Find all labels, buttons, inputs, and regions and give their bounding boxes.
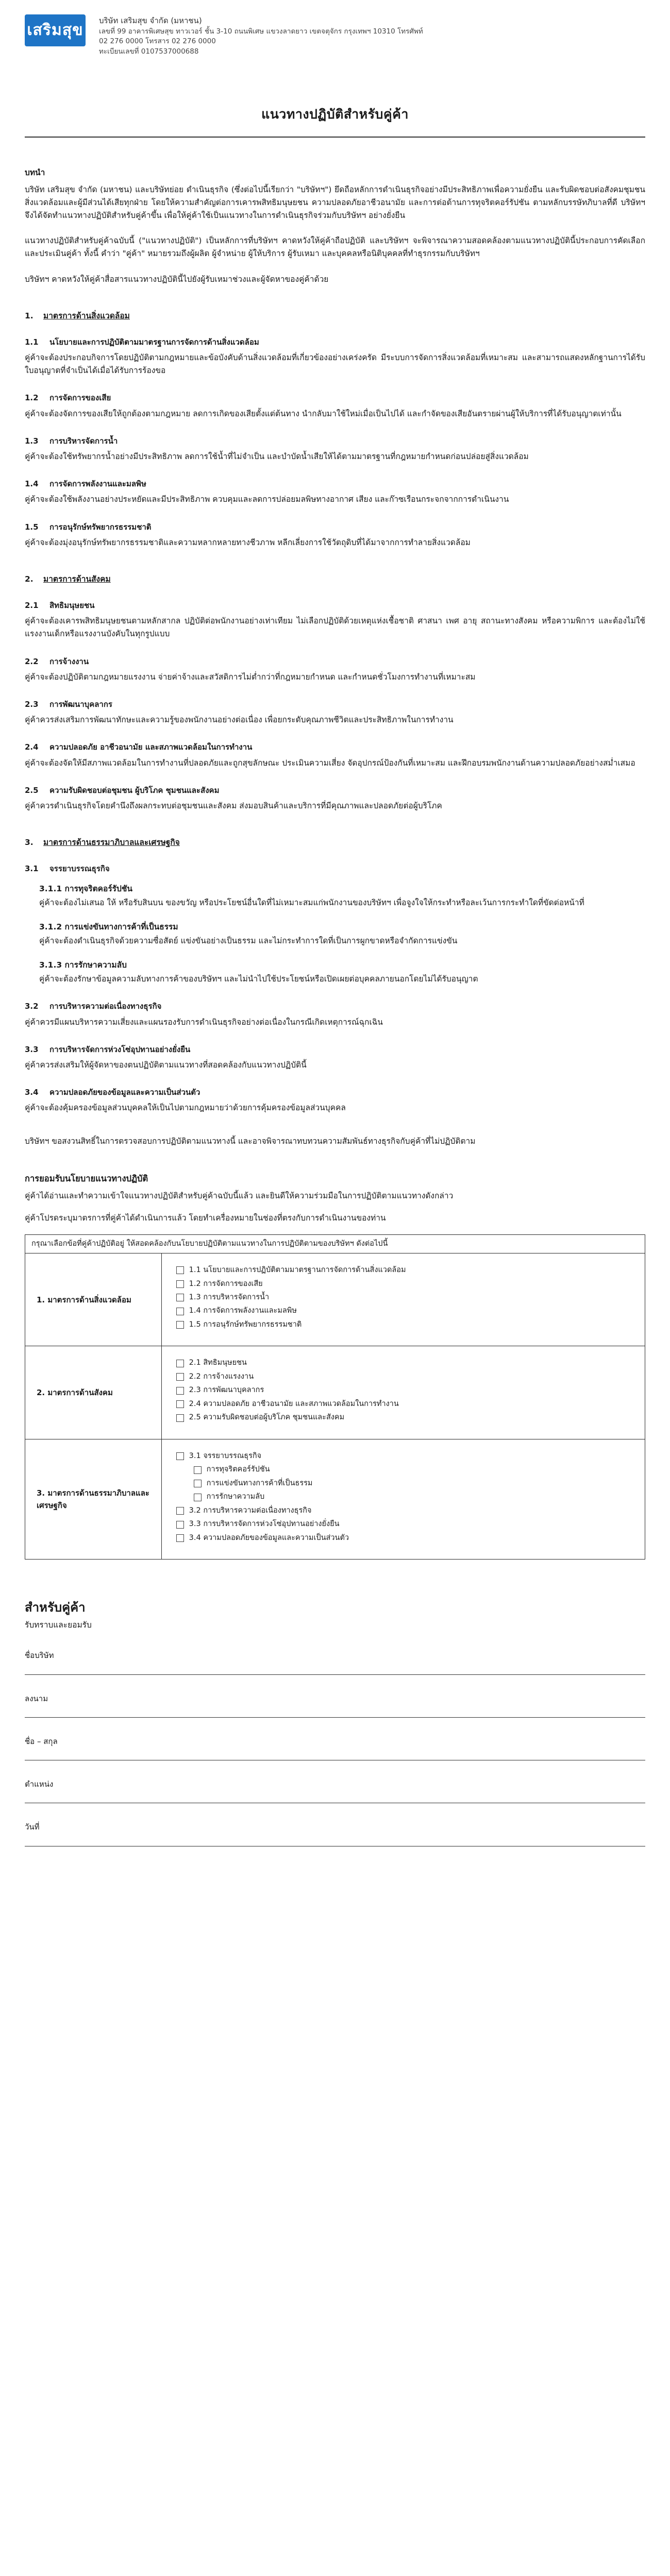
option-checkbox[interactable] [176, 1412, 630, 1423]
item-text: คู่ค้าจะต้องคุ้มครองข้อมูลส่วนบุคคลให้เป็นไปตามกฎหมายว่าด้วยการคุ้มครองข้อมูลส่วนบุคคล [25, 1103, 346, 1113]
option-label: 1.4 การจัดการพลังงานและมลพิษ [189, 1307, 297, 1315]
item-number: 3.3 [25, 1044, 39, 1054]
option-label: 3.4 ความปลอดภัยของข้อมูลและความเป็นส่วนตัว [189, 1533, 349, 1542]
item-title: การอนุรักษ์ทรัพยากรธรรมชาติ [49, 522, 152, 532]
option-label: 1.3 การบริหารจัดการน้ำ [189, 1293, 270, 1301]
intro-heading: บทนำ [25, 167, 45, 177]
checkbox-icon[interactable] [176, 1308, 184, 1315]
policy-item [25, 698, 645, 726]
item-text: คู่ค้าควรส่งเสริมให้ผู้จัดหาของตนปฏิบัติตามแนวทางที่สอดคล้องกับแนวทางปฏิบัตินี้ [25, 1060, 307, 1070]
field-label: ชื่อ – สกุล [25, 1736, 58, 1746]
signature-field[interactable] [25, 1692, 645, 1718]
subitem-number: 3.1.2 [39, 922, 62, 931]
date-field[interactable] [25, 1821, 645, 1846]
section-title: มาตรการด้านธรรมาภิบาลและเศรษฐกิจ [43, 838, 180, 848]
company-name-field[interactable] [25, 1649, 645, 1674]
section-number: 3. [25, 838, 34, 848]
item-title: นโยบายและการปฏิบัติตามมาตรฐานการจัดการด้านสิ่งแวดล้อม [49, 337, 259, 347]
item-number: 2.4 [25, 742, 39, 752]
option-checkbox[interactable] [176, 1371, 630, 1383]
item-number: 1.3 [25, 436, 39, 446]
table-row [25, 1439, 645, 1559]
checkbox-icon[interactable] [176, 1507, 184, 1515]
checkbox-icon[interactable] [194, 1480, 202, 1487]
option-label: 2.2 การจ้างแรงงาน [189, 1372, 254, 1381]
form-title: สำหรับคู่ค้า [25, 1600, 86, 1615]
option-checkbox[interactable] [194, 1478, 630, 1489]
checkbox-icon[interactable] [176, 1400, 184, 1408]
table-row [25, 1346, 645, 1439]
intro-paragraph: บริษัทฯ คาดหวังให้คู่ค้าสื่อสารแนวทางปฏิบัตินี้ไปยังผู้รับเหมาช่วงและผู้จัดหาของคู่ค้าด้วย [25, 274, 329, 284]
item-number: 1.2 [25, 393, 39, 403]
item-text: คู่ค้าจะต้องปฏิบัติตามกฎหมายแรงงาน จ่ายค่าจ้างและสวัสดิการไม่ต่ำกว่าที่กฎหมายกำหนด และกำหนดชั่วโมงการทำงานที่เหมาะสม [25, 672, 476, 682]
option-label: 2.3 การพัฒนาบุคลากร [189, 1386, 264, 1395]
item-title: ความปลอดภัยของข้อมูลและความเป็นส่วนตัว [49, 1088, 200, 1097]
checkbox-list [161, 1439, 645, 1559]
policy-subitem [39, 921, 645, 947]
option-label: 2.1 สิทธิมนุษยชน [189, 1359, 247, 1367]
closing-paragraph: บริษัทฯ ขอสงวนสิทธิ์ในการตรวจสอบการปฏิบัติตามแนวทางนี้ และอาจพิจารณาทบทวนความสัมพันธ์ทางธุรกิจกับคู่ค้าที่ไม่ปฏิบัติตาม [25, 1137, 476, 1146]
item-title: การบริหารจัดการน้ำ [49, 436, 118, 446]
company-info [99, 14, 429, 57]
intro-section [25, 166, 645, 286]
subitem-title: การทุจริตคอร์รัปชัน [64, 884, 132, 893]
option-checkbox[interactable] [176, 1384, 630, 1396]
option-checkbox[interactable] [176, 1264, 630, 1276]
table-row [25, 1253, 645, 1346]
item-number: 3.1 [25, 864, 39, 874]
item-title: การบริหารความต่อเนื่องทางธุรกิจ [49, 1002, 162, 1011]
option-checkbox[interactable] [176, 1292, 630, 1303]
position-field[interactable] [25, 1778, 645, 1803]
item-title: การจ้างงาน [49, 656, 89, 666]
full-name-field[interactable] [25, 1735, 645, 1760]
item-number: 3.4 [25, 1088, 39, 1097]
item-text: คู่ค้าจะต้องประกอบกิจการโดยปฏิบัติตามกฎหมายและข้อบังคับด้านสิ่งแวดล้อมที่เกี่ยวข้องอย่างเคร่งครัด มีระบบการจัดการสิ่งแวดล้อมที่เหมาะสม และสามารถแสดงหลักฐานการได้รับใบอนุญาตที่จำเป็นได้เมื่อได้รับการร้องขอ [25, 353, 645, 376]
acceptance-paragraph: คู่ค้าโปรดระบุมาตรการที่คู่ค้าได้ดำเนินการแล้ว โดยทำเครื่องหมายในช่องที่ตรงกับการดำเนินงานของท่าน [25, 1213, 386, 1223]
subitem-text: คู่ค้าจะต้องรักษาข้อมูลความลับทางการค้าของบริษัทฯ และไม่นำไปใช้ประโยชน์หรือเปิดเผยต่อบุคคลภายนอกโดยไม่ได้รับอนุญาต [39, 974, 478, 984]
acceptance-section [25, 1172, 645, 1225]
field-label: วันที่ [25, 1822, 40, 1832]
section-title: มาตรการด้านสิ่งแวดล้อม [43, 311, 130, 320]
policy-item [25, 862, 645, 986]
section-governance [25, 836, 645, 1114]
fill-line[interactable] [25, 1794, 645, 1803]
table-header: กรุณาเลือกข้อที่คู่ค้าปฏิบัติอยู่ ให้สอดคล้องกับนโยบายปฏิบัติตามแนวทางในการปฏิบัติตามของบริษัทฯ ดังต่อไปนี้ [25, 1234, 645, 1253]
policy-item [25, 336, 645, 378]
subitem-text: คู่ค้าจะต้องดำเนินธุรกิจด้วยความซื่อสัตย์ แข่งขันอย่างเป็นธรรม และไม่กระทำการใดที่เป็นการผูกขาดหรือจำกัดการแข่งขัน [39, 936, 458, 945]
option-checkbox[interactable] [176, 1532, 630, 1544]
option-label: 2.5 ความรับผิดชอบต่อผู้บริโภค ชุมชนและสังคม [189, 1413, 345, 1422]
checkbox-icon[interactable] [176, 1266, 184, 1274]
item-title: การพัฒนาบุคลากร [49, 699, 112, 709]
section-number: 1. [25, 311, 34, 320]
item-number: 2.5 [25, 785, 39, 795]
fill-line[interactable] [25, 1709, 645, 1718]
row-label: 2. มาตรการด้านสังคม [25, 1346, 162, 1439]
policy-item [25, 478, 645, 506]
policy-item [25, 741, 645, 769]
section-heading [25, 573, 645, 586]
item-number: 1.1 [25, 337, 39, 347]
option-label: 3.3 การบริหารจัดการห่วงโซ่อุปทานอย่างยั่งยืน [189, 1520, 340, 1529]
option-checkbox[interactable] [176, 1278, 630, 1290]
section-social [25, 573, 645, 812]
checkbox-icon[interactable] [194, 1466, 202, 1474]
letterhead [25, 14, 645, 57]
checkbox-icon[interactable] [176, 1360, 184, 1367]
option-checkbox[interactable] [176, 1450, 630, 1462]
option-checkbox[interactable] [176, 1518, 630, 1530]
item-number: 1.5 [25, 522, 39, 532]
checkbox-icon[interactable] [194, 1494, 202, 1501]
policy-item [25, 392, 645, 420]
item-title: การบริหารจัดการห่วงโซ่อุปทานอย่างยั่งยืน [49, 1044, 191, 1054]
policy-item [25, 1043, 645, 1072]
item-text: คู่ค้าควรส่งเสริมการพัฒนาทักษะและความรู้ของพนักงานอย่างต่อเนื่อง เพื่อยกระดับคุณภาพชีวิตและประสิทธิภาพในการทำงาน [25, 715, 454, 725]
field-label: ตำแหน่ง [25, 1780, 54, 1789]
policy-item [25, 1000, 645, 1028]
checkbox-list [161, 1346, 645, 1439]
fill-line[interactable] [25, 1752, 645, 1760]
option-checkbox[interactable] [194, 1491, 630, 1503]
form-subtitle: รับทราบและยอมรับ [25, 1620, 92, 1630]
fill-line[interactable] [25, 1838, 645, 1846]
section-environment [25, 310, 645, 549]
page-title: แนวทางปฏิบัติสำหรับคู่ค้า [261, 107, 409, 122]
section-heading [25, 836, 645, 849]
policy-item [25, 435, 645, 463]
item-text: คู่ค้าจะต้องเคารพสิทธิมนุษยชนตามหลักสากล ปฏิบัติต่อพนักงานอย่างเท่าเทียม ไม่เลือกปฏิบัติด้วยเหตุแห่งเชื้อชาติ ศาสนา เพศ อายุ สถานะทางสังคม หรือความพิการ และต้องไม่ใช้แรงงานเด็กหรือแรงงานบังคับในทุกรูปแบบ [25, 616, 645, 639]
policy-item [25, 784, 645, 812]
item-number: 3.2 [25, 1002, 39, 1011]
subitem-text: คู่ค้าจะต้องไม่เสนอ ให้ หรือรับสินบน ของขวัญ หรือประโยชน์อื่นใดที่ไม่เหมาะสมแก่พนักงานของบริษัทฯ เพื่อจูงใจให้กระทำหรือละเว้นการกระทำใดที่ขัดต่อหน้าที่ [39, 897, 584, 907]
item-text: คู่ค้าจะต้องจัดการของเสียให้ถูกต้องตามกฎหมาย ลดการเกิดของเสียตั้งแต่ต้นทาง นำกลับมาใช้ใหม่เมื่อเป็นไปได้ และกำจัดของเสียอันตรายผ่านผู้ให้บริการที่ได้รับอนุญาตเท่านั้น [25, 409, 622, 418]
policy-subitem [39, 883, 645, 909]
section-number: 2. [25, 574, 34, 584]
subitem-number: 3.1.1 [39, 884, 62, 893]
item-text: คู่ค้าจะต้องจัดให้มีสภาพแวดล้อมในการทำงานที่ปลอดภัยและถูกสุขลักษณะ ประเมินความเสี่ยง จัดอุปกรณ์ป้องกันที่เหมาะสม และฝึกอบรมพนักงานด้านความปลอดภัยอย่างสม่ำเสมอ [25, 758, 635, 768]
subitem-title: การแข่งขันทางการค้าที่เป็นธรรม [64, 922, 178, 931]
policy-item [25, 521, 645, 549]
item-title: สิทธิมนุษยชน [49, 601, 95, 611]
row-label: 3. มาตรการด้านธรรมาภิบาลและเศรษฐกิจ [25, 1439, 162, 1559]
section-title: มาตรการด้านสังคม [43, 574, 111, 584]
subitem-title: การรักษาความลับ [64, 960, 127, 970]
checkbox-icon[interactable] [176, 1534, 184, 1542]
policy-item [25, 599, 645, 641]
checkbox-icon[interactable] [176, 1521, 184, 1529]
acceptance-paragraph: คู่ค้าได้อ่านและทำความเข้าใจแนวทางปฏิบัติสำหรับคู่ค้าฉบับนี้แล้ว และยินดีให้ความร่วมมือในการปฏิบัติตามแนวทางดังกล่าว [25, 1191, 454, 1201]
item-title: การจัดการของเสีย [49, 393, 111, 403]
item-number: 2.2 [25, 656, 39, 666]
company-name: บริษัท เสริมสุข จำกัด (มหาชน) [99, 16, 202, 25]
intro-paragraph: แนวทางปฏิบัติสำหรับคู่ค้าฉบับนี้ ("แนวทางปฏิบัติ") เป็นหลักการที่บริษัทฯ คาดหวังให้คู่ค้าถือปฏิบัติ และบริษัทฯ จะพิจารณาความสอดคล้องตามแนวทางปฏิบัตินี้ประกอบการคัดเลือกและประเมินคู่ค้า ทั้งนี้ คำว่า "คู่ค้า" หมายรวมถึงผู้ผลิต ผู้จำหน่าย ผู้ให้บริการ ผู้รับเหมา และบุคคลหรือนิติบุคคลที่ทำธุรกรรมกับบริษัทฯ [25, 236, 645, 259]
company-tax-id: ทะเบียนเลขที่ 0107537000688 [99, 47, 199, 56]
option-label: 1.5 การอนุรักษ์ทรัพยากรธรรมชาติ [189, 1320, 302, 1329]
option-label: การรักษาความลับ [206, 1493, 265, 1501]
option-label: การทุจริตคอร์รัปชัน [206, 1465, 270, 1474]
checkbox-icon[interactable] [176, 1414, 184, 1422]
item-number: 2.3 [25, 699, 39, 709]
item-number: 2.1 [25, 601, 39, 611]
policy-subitem [39, 959, 645, 986]
field-label: ชื่อบริษัท [25, 1651, 54, 1660]
item-text: คู่ค้าจะต้องใช้พลังงานอย่างประหยัดและมีประสิทธิภาพ ควบคุมและลดการปล่อยมลพิษทางอากาศ เสียง และก๊าซเรือนกระจกจากการดำเนินงาน [25, 495, 509, 504]
option-checkbox[interactable] [176, 1305, 630, 1317]
checkbox-list [161, 1253, 645, 1346]
title-divider [25, 137, 645, 138]
policy-item [25, 655, 645, 684]
option-checkbox[interactable] [176, 1505, 630, 1517]
checkbox-icon[interactable] [176, 1452, 184, 1460]
checkbox-icon[interactable] [176, 1373, 184, 1381]
item-title: การจัดการพลังงานและมลพิษ [49, 479, 146, 489]
option-checkbox[interactable] [176, 1398, 630, 1410]
item-text: คู่ค้าควรดำเนินธุรกิจโดยคำนึงถึงผลกระทบต่อชุมชนและสังคม ส่งมอบสินค้าและบริการที่มีคุณภาพและปลอดภัยต่อผู้บริโภค [25, 801, 442, 811]
item-text: คู่ค้าควรมีแผนบริหารความเสี่ยงและแผนรองรับการดำเนินธุรกิจอย่างต่อเนื่องในกรณีเกิดเหตุการณ์ฉุกเฉิน [25, 1017, 383, 1027]
field-label: ลงนาม [25, 1693, 48, 1703]
fill-line[interactable] [25, 1666, 645, 1675]
acceptance-heading: การยอมรับนโยบายแนวทางปฏิบัติ [25, 1173, 148, 1183]
checkbox-icon[interactable] [176, 1294, 184, 1301]
option-checkbox[interactable] [176, 1357, 630, 1369]
option-label: การแข่งขันทางการค้าที่เป็นธรรม [206, 1479, 313, 1487]
checkbox-icon[interactable] [176, 1387, 184, 1395]
option-checkbox[interactable] [194, 1464, 630, 1476]
company-address: เลขที่ 99 อาคารพิเศษสุข ทาวเวอร์ ชั้น 3-10 ถนนพิเศษ แขวงลาดยาว เขตจตุจักร กรุงเทพฯ 10310 โทรศัพท์ 02 276 0000 โทรสาร 02 276 0000 [99, 27, 423, 46]
policy-item [25, 1086, 645, 1114]
intro-paragraph: บริษัท เสริมสุข จำกัด (มหาชน) และบริษัทย่อย ดำเนินธุรกิจ (ซึ่งต่อไปนี้เรียกว่า "บริษัทฯ") ยึดถือหลักการดำเนินธุรกิจอย่างมีประสิทธิภาพเพื่อความยั่งยืน และรับผิดชอบต่อสังคมชุมชนสิ่งแวดล้อมและผู้มีส่วนได้เสียทุกฝ่าย โดยให้ความสำคัญต่อการเคารพสิทธิมนุษยชน ความปลอดภัยอาชีวอนามัย และการต่อต้านการทุจริตคอร์รัปชัน ตามหลักบรรษัทภิบาลที่ดี บริษัทฯ จึงได้จัดทำแนวทางปฏิบัติสำหรับคู่ค้าขึ้น เพื่อให้คู่ค้าใช้เป็นแนวทางในการดำเนินธุรกิจร่วมกับบริษัทฯ อย่างยั่งยืน [25, 185, 645, 221]
checkbox-icon[interactable] [176, 1321, 184, 1329]
row-label: 1. มาตรการด้านสิ่งแวดล้อม [25, 1253, 162, 1346]
option-label: 2.4 ความปลอดภัย อาชีวอนามัย และสภาพแวดล้อมในการทำงาน [189, 1399, 399, 1408]
item-title: ความปลอดภัย อาชีวอนามัย และสภาพแวดล้อมในการทำงาน [49, 742, 253, 752]
company-logo: เสริมสุข [25, 14, 86, 46]
option-label: 1.1 นโยบายและการปฏิบัติตามมาตรฐานการจัดการด้านสิ่งแวดล้อม [189, 1266, 406, 1275]
compliance-options-table [25, 1234, 645, 1560]
item-title: ความรับผิดชอบต่อชุมชน ผู้บริโภค ชุมชนและสังคม [49, 785, 220, 795]
item-title: จรรยาบรรณธุรกิจ [49, 864, 110, 874]
subitem-number: 3.1.3 [39, 960, 62, 970]
item-text: คู่ค้าจะต้องมุ่งอนุรักษ์ทรัพยากรธรรมชาติและความหลากหลายทางชีวภาพ หลีกเลี่ยงการใช้วัตถุดิบที่ได้มาจากการทำลายสิ่งแวดล้อม [25, 537, 471, 547]
option-label: 1.2 การจัดการของเสีย [189, 1279, 263, 1288]
section-heading [25, 310, 645, 323]
option-checkbox[interactable] [176, 1319, 630, 1331]
checkbox-icon[interactable] [176, 1280, 184, 1288]
option-label: 3.2 การบริหารความต่อเนื่องทางธุรกิจ [189, 1506, 312, 1515]
item-number: 1.4 [25, 479, 39, 489]
item-text: คู่ค้าจะต้องใช้ทรัพยากรน้ำอย่างมีประสิทธิภาพ ลดการใช้น้ำที่ไม่จำเป็น และบำบัดน้ำเสียให้ได้ตามมาตรฐานที่กฎหมายกำหนดก่อนปล่อยสู่สิ่งแวดล้อม [25, 452, 529, 462]
option-label: 3.1 จรรยาบรรณธุรกิจ [189, 1451, 262, 1460]
